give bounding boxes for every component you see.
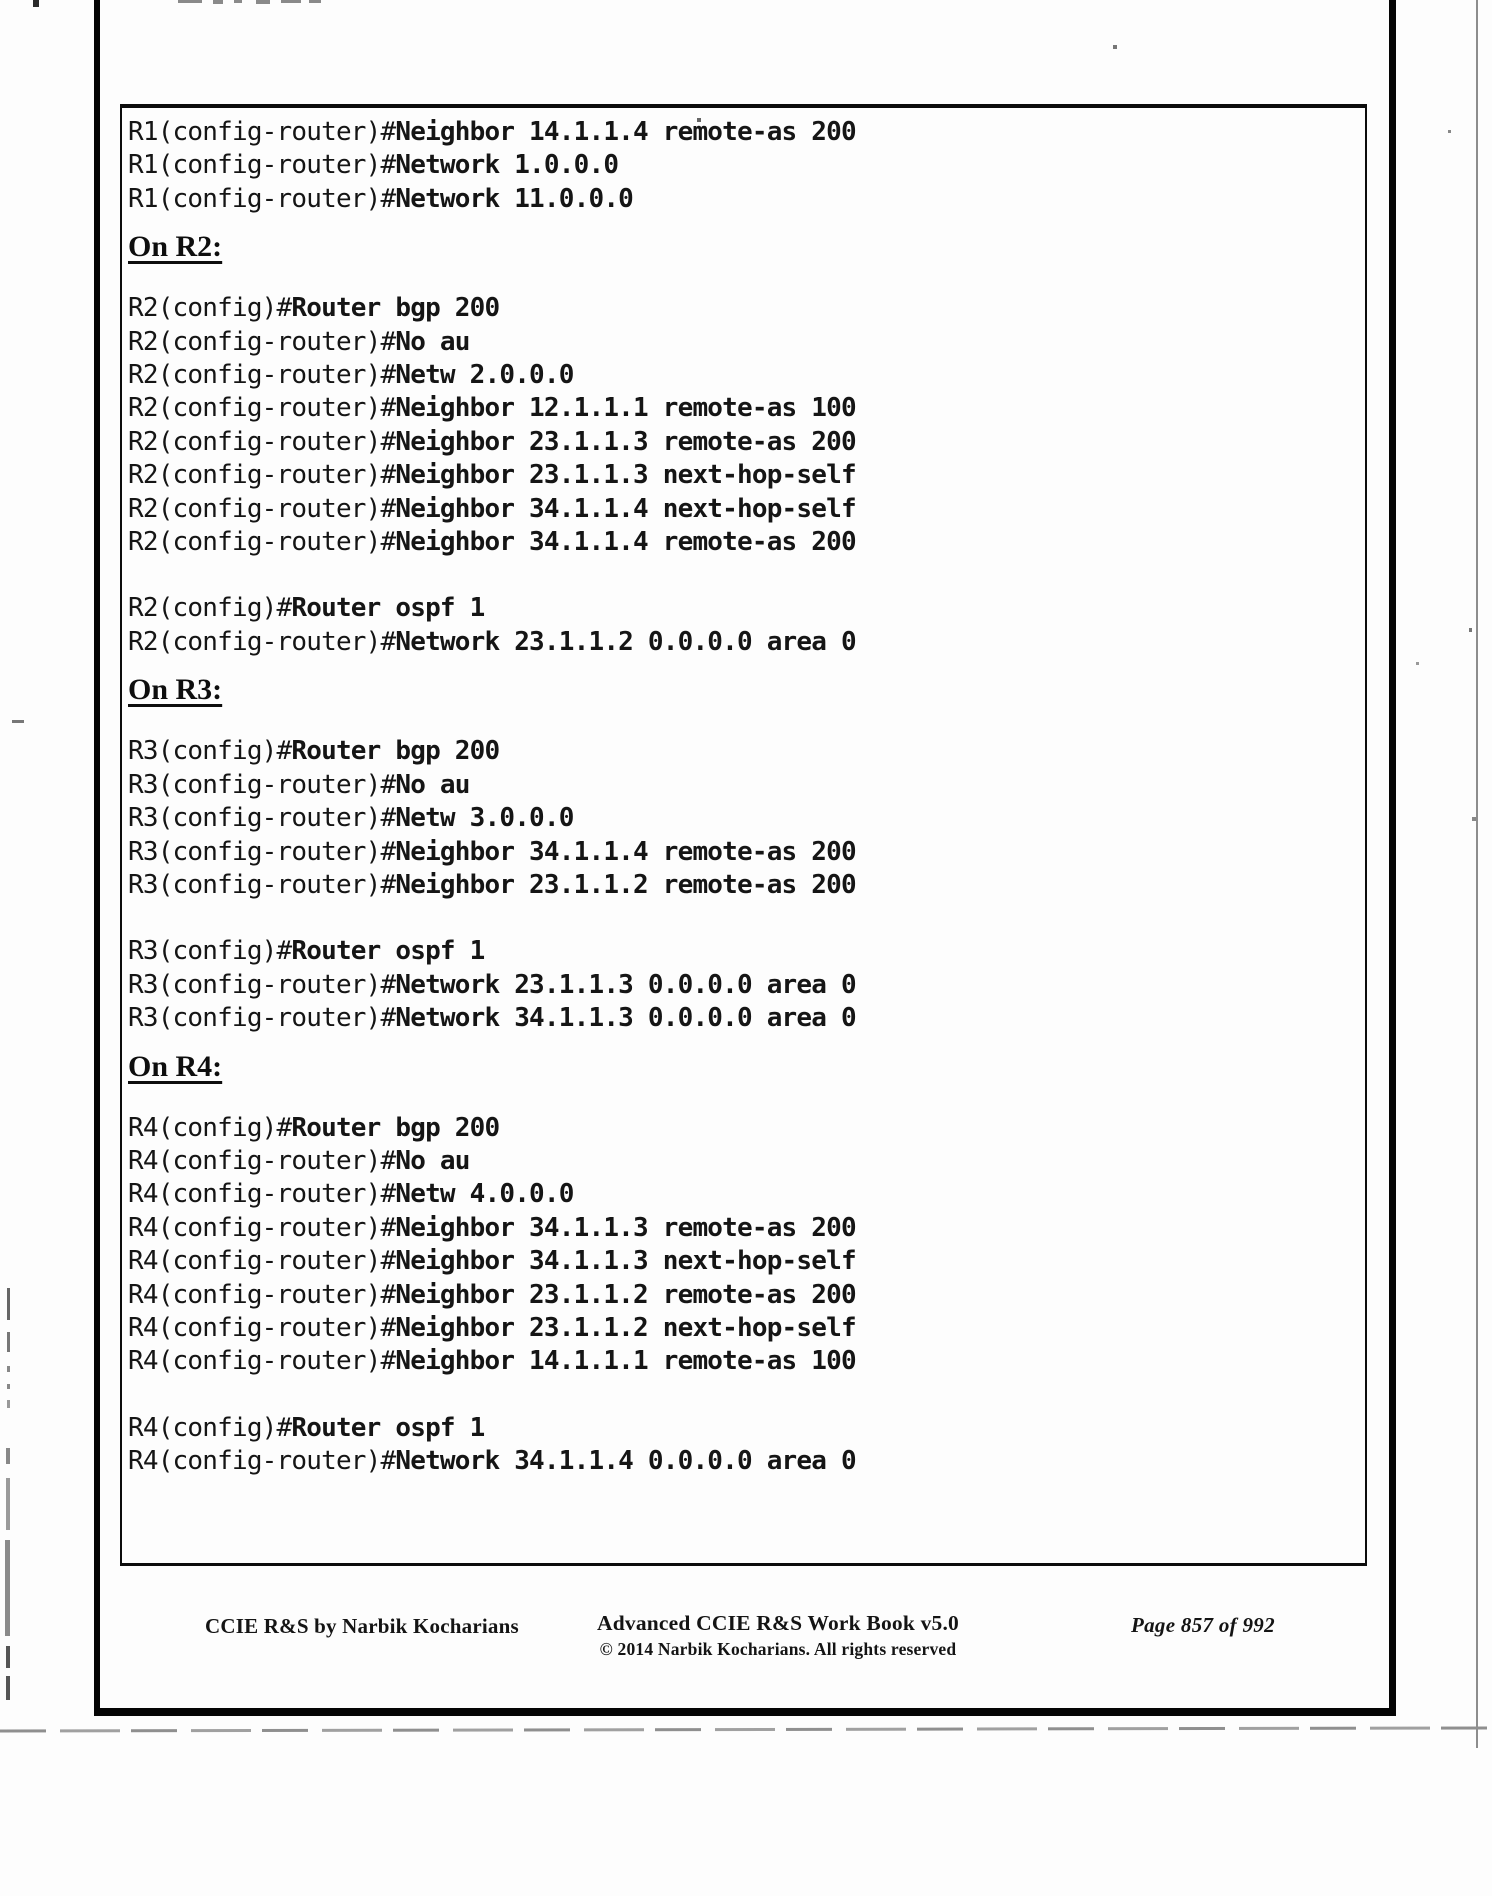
cli-command: Neighbor 23.1.1.3 next-hop-self — [395, 460, 856, 491]
cli-prompt: R3(config-router)# — [128, 803, 396, 834]
footer-book-title: Advanced CCIE R&S Work Book v5.0 — [596, 1611, 959, 1635]
cli-prompt: R3(config-router)# — [128, 969, 396, 1000]
cli-command: No au — [395, 769, 470, 800]
scan-artifact — [1113, 45, 1117, 49]
cli-command: Network 23.1.1.3 0.0.0.0 area 0 — [395, 969, 856, 1000]
cli-line — [128, 326, 1365, 359]
cli-prompt: R2(config)# — [128, 293, 292, 324]
section-heading-text: On R4: — [128, 1049, 223, 1083]
cli-command: Network 11.0.0.0 — [395, 183, 634, 214]
cli-command: Neighbor 34.1.1.4 remote-as 200 — [395, 527, 856, 558]
cli-prompt: R3(config)# — [128, 936, 292, 967]
section-heading — [128, 673, 1365, 712]
cli-prompt: R4(config-router)# — [128, 1145, 396, 1176]
cli-line — [128, 1345, 1365, 1378]
section-heading — [128, 230, 1365, 269]
cli-command: No au — [395, 1145, 470, 1176]
scan-artifact — [6, 1478, 10, 1530]
scan-artifact — [1469, 628, 1472, 632]
cli-line — [128, 116, 1365, 149]
scan-artifact — [6, 1448, 10, 1464]
scan-artifact — [33, 0, 39, 7]
config-box — [120, 104, 1367, 1566]
section-heading-text: On R2: — [128, 230, 223, 264]
cli-prompt: R3(config-router)# — [128, 1003, 396, 1034]
scan-artifact — [1416, 662, 1419, 665]
cli-command: Neighbor 34.1.1.3 next-hop-self — [395, 1246, 856, 1277]
scan-artifact — [5, 1540, 10, 1636]
cli-command: Neighbor 12.1.1.1 remote-as 100 — [395, 393, 856, 424]
cli-command: Router bgp 200 — [291, 1112, 500, 1143]
scan-artifact — [6, 1646, 10, 1668]
cli-command: Neighbor 23.1.1.3 remote-as 200 — [395, 426, 856, 457]
cli-command: Netw 3.0.0.0 — [395, 803, 574, 834]
cli-command: Neighbor 23.1.1.2 next-hop-self — [395, 1312, 856, 1343]
cli-command: Network 34.1.1.3 0.0.0.0 area 0 — [395, 1003, 856, 1034]
scan-artifact — [281, 0, 301, 3]
cli-line — [128, 459, 1365, 492]
section-heading-text: On R3: — [128, 673, 223, 707]
cli-prompt: R4(config-router)# — [128, 1179, 396, 1210]
scan-artifact — [213, 0, 223, 4]
cli-line — [128, 1112, 1365, 1145]
cli-command: Neighbor 23.1.1.2 remote-as 200 — [395, 869, 856, 900]
cli-line — [128, 802, 1365, 835]
cli-line — [128, 183, 1365, 216]
cli-prompt: R2(config)# — [128, 593, 292, 624]
cli-command: Router bgp 200 — [291, 293, 500, 324]
page-border-right — [1389, 0, 1396, 1714]
cli-line — [128, 735, 1365, 768]
scan-artifact — [234, 0, 242, 3]
cli-prompt: R4(config)# — [128, 1412, 292, 1443]
footer-copyright: © 2014 Narbik Kocharians. All rights reserved — [599, 1639, 957, 1659]
cli-prompt: R1(config-router)# — [128, 183, 396, 214]
scan-artifact — [7, 1400, 10, 1408]
cli-prompt: R4(config-router)# — [128, 1446, 396, 1477]
scan-artifact — [178, 0, 202, 3]
blank-line — [128, 902, 1365, 935]
cli-prompt: R3(config-router)# — [128, 869, 396, 900]
cli-prompt: R2(config-router)# — [128, 527, 396, 558]
cli-prompt: R3(config-router)# — [128, 769, 396, 800]
cli-prompt: R2(config-router)# — [128, 626, 396, 657]
cli-prompt: R4(config-router)# — [128, 1346, 396, 1377]
cli-prompt: R4(config-router)# — [128, 1279, 396, 1310]
cli-prompt: R4(config-router)# — [128, 1246, 396, 1277]
cli-line — [128, 1312, 1365, 1345]
cli-command: Router ospf 1 — [291, 1412, 485, 1443]
cli-line — [128, 1445, 1365, 1478]
scan-artifact — [12, 720, 24, 723]
cli-prompt: R2(config-router)# — [128, 493, 396, 524]
cli-command: Neighbor 14.1.1.4 remote-as 200 — [395, 117, 856, 147]
cli-line — [128, 592, 1365, 625]
cli-prompt: R3(config-router)# — [128, 836, 396, 867]
cli-command: Network 1.0.0.0 — [395, 150, 619, 181]
scan-artifact — [7, 1332, 10, 1352]
cli-prompt: R2(config-router)# — [128, 460, 396, 491]
scan-edge-wavy-line — [0, 1726, 1492, 1732]
cli-line — [128, 1245, 1365, 1278]
scan-artifact — [6, 1676, 10, 1700]
blank-line — [128, 1379, 1365, 1412]
scan-artifact — [309, 0, 321, 3]
cli-command: Network 23.1.1.2 0.0.0.0 area 0 — [395, 626, 856, 657]
cli-prompt: R4(config-router)# — [128, 1312, 396, 1343]
cli-command: Neighbor 34.1.1.4 next-hop-self — [395, 493, 856, 524]
scan-artifact — [256, 0, 270, 4]
cli-command: Neighbor 34.1.1.4 remote-as 200 — [395, 836, 856, 867]
footer-book-info — [558, 1611, 998, 1660]
cli-prompt: R4(config)# — [128, 1112, 292, 1143]
cli-command: Router ospf 1 — [291, 936, 485, 967]
cli-prompt: R1(config-router)# — [128, 117, 396, 147]
cli-prompt: R3(config)# — [128, 736, 292, 767]
cli-line — [128, 526, 1365, 559]
cli-line — [128, 359, 1365, 392]
scan-artifact — [7, 1384, 10, 1389]
cli-prompt: R2(config-router)# — [128, 426, 396, 457]
scan-artifact — [7, 1288, 10, 1320]
cli-command: Router ospf 1 — [291, 593, 485, 624]
cli-line — [128, 869, 1365, 902]
cli-line — [128, 935, 1365, 968]
cli-prompt: R1(config-router)# — [128, 150, 396, 181]
cli-prompt: R2(config-router)# — [128, 360, 396, 391]
cli-command: Router bgp 200 — [291, 736, 500, 767]
scan-artifact — [1448, 130, 1451, 133]
cli-command: Netw 2.0.0.0 — [395, 360, 574, 391]
blank-line — [128, 559, 1365, 592]
section-heading — [128, 1050, 1365, 1089]
cli-line — [128, 392, 1365, 425]
cli-line — [128, 1212, 1365, 1245]
cli-command: Network 34.1.1.4 0.0.0.0 area 0 — [395, 1446, 856, 1477]
cli-command: Neighbor 23.1.1.2 remote-as 200 — [395, 1279, 856, 1310]
cli-line — [128, 1412, 1365, 1445]
page-border-left — [94, 0, 100, 1714]
cli-line — [128, 969, 1365, 1002]
cli-prompt: R2(config-router)# — [128, 393, 396, 424]
cli-command: Neighbor 14.1.1.1 remote-as 100 — [395, 1346, 856, 1377]
cli-line — [128, 149, 1365, 182]
cli-line — [128, 836, 1365, 869]
cli-line — [128, 1002, 1365, 1035]
cli-command: No au — [395, 326, 470, 357]
scan-artifact — [1472, 817, 1476, 821]
cli-line — [128, 1279, 1365, 1312]
cli-prompt: R4(config-router)# — [128, 1212, 396, 1243]
scan-edge-line — [1476, 0, 1478, 1748]
cli-command: Neighbor 34.1.1.3 remote-as 200 — [395, 1212, 856, 1243]
cli-line — [128, 493, 1365, 526]
cli-line — [128, 426, 1365, 459]
cli-line — [128, 1145, 1365, 1178]
cli-line — [128, 626, 1365, 659]
footer-author: CCIE R&S by Narbik Kocharians — [205, 1614, 519, 1638]
cli-command: Netw 4.0.0.0 — [395, 1179, 574, 1210]
cli-line — [128, 769, 1365, 802]
scan-artifact — [7, 1366, 10, 1372]
footer-page-number: Page 857 of 992 — [1131, 1613, 1275, 1637]
cli-line — [128, 292, 1365, 325]
config-sections — [128, 116, 1365, 1479]
cli-line — [128, 1178, 1365, 1211]
cli-prompt: R2(config-router)# — [128, 326, 396, 357]
page-border-bottom — [94, 1708, 1396, 1716]
